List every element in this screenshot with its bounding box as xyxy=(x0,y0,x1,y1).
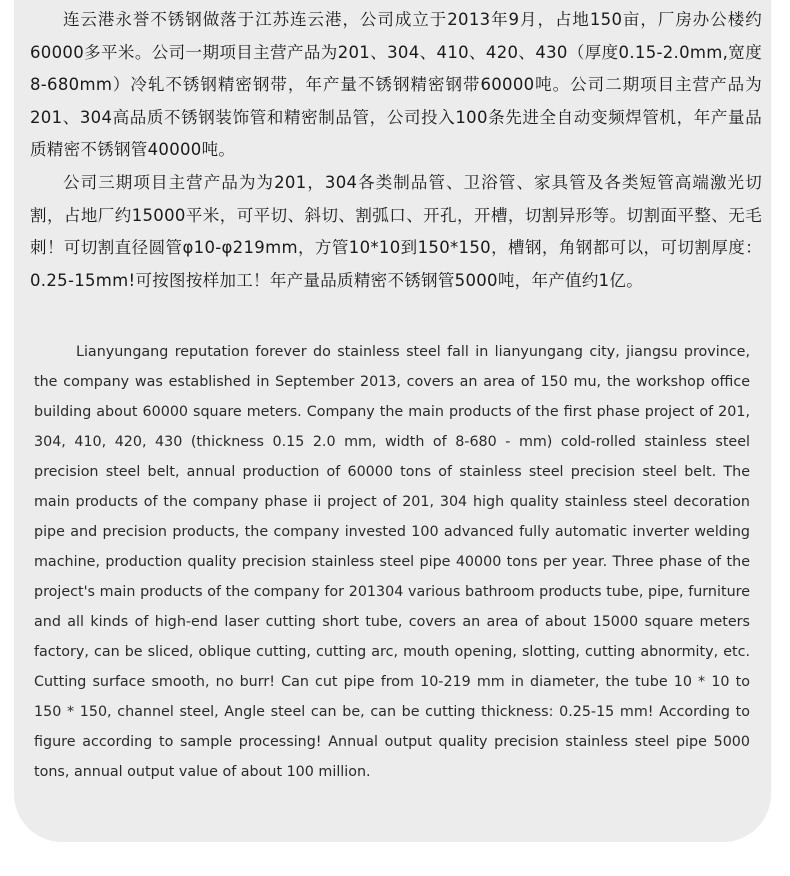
chinese-paragraph-1: 连云港永誉不锈钢做落于江苏连云港，公司成立于2013年9月，占地150亩，厂房办公楼约60000多平米。公司一期项目主营产品为201、304、410、420、430（厚度0.15-2.0mm,宽度8-680mm）冷轧不锈钢精密钢带，年产量不锈钢精密钢带60000吨。公司二期项目主营产品为201、304高品质不锈钢装饰管和精密制品管，公司投入100条先进全自动变频焊管机，年产量品质精密不锈钢管40000吨。 xyxy=(30,10,762,160)
chinese-paragraph-2: 公司三期项目主营产品为为201，304各类制品管、卫浴管、家具管及各类短管高端激光切割，占地厂约15000平米，可平切、斜切、割弧口、开孔，开槽，切割异形等。切割面平整、无毛刺！可切割直径圆管φ10-φ219mm，方管10*10到150*150，槽钢，角钢都可以，可切割厚度：0.25-15mm!可按图按样加工！年产量品质精密不锈钢管5000吨，年产值约1亿。 xyxy=(30,172,762,290)
english-paragraph: Lianyungang reputation forever do stainless steel fall in lianyungang city, jiangsu province, the company was established in September 2013, covers an area of 150 mu, the workshop office building about 60000 square meters. Company the main products of the first phase project of 201, 304, 410, 420, 430 (thickness 0.15 2.0 mm, width of 8-680 - mm) cold-rolled stainless steel precision steel belt, annual production of 60000 tons of stainless steel precision steel belt. The main products of the company phase ii project of 201, 304 high quality stainless steel decoration pipe and precision products, the company invested 100 advanced fully automatic inverter welding machine, production quality precision stainless steel pipe 40000 tons per year. Three phase of the project's main products of the company for 201304 various bathroom products tube, pipe, furniture and all kinds of high-end laser cutting short tube, covers an area of about 15000 square meters factory, can be sliced, oblique cutting, cutting arc, mouth opening, slotting, cutting abnormity, etc. Cutting surface smooth, no burr! Can cut pipe from 10-219 mm in diameter, the tube 10 * 10 to 150 * 150, channel steel, Angle steel can be, can be cutting thickness: 0.25-15 mm! According to figure according to sample processing! Annual output quality precision stainless steel pipe 5000 tons, annual output value of about 100 million. xyxy=(34,344,750,780)
english-description xyxy=(34,337,750,787)
chinese-description xyxy=(30,4,762,297)
